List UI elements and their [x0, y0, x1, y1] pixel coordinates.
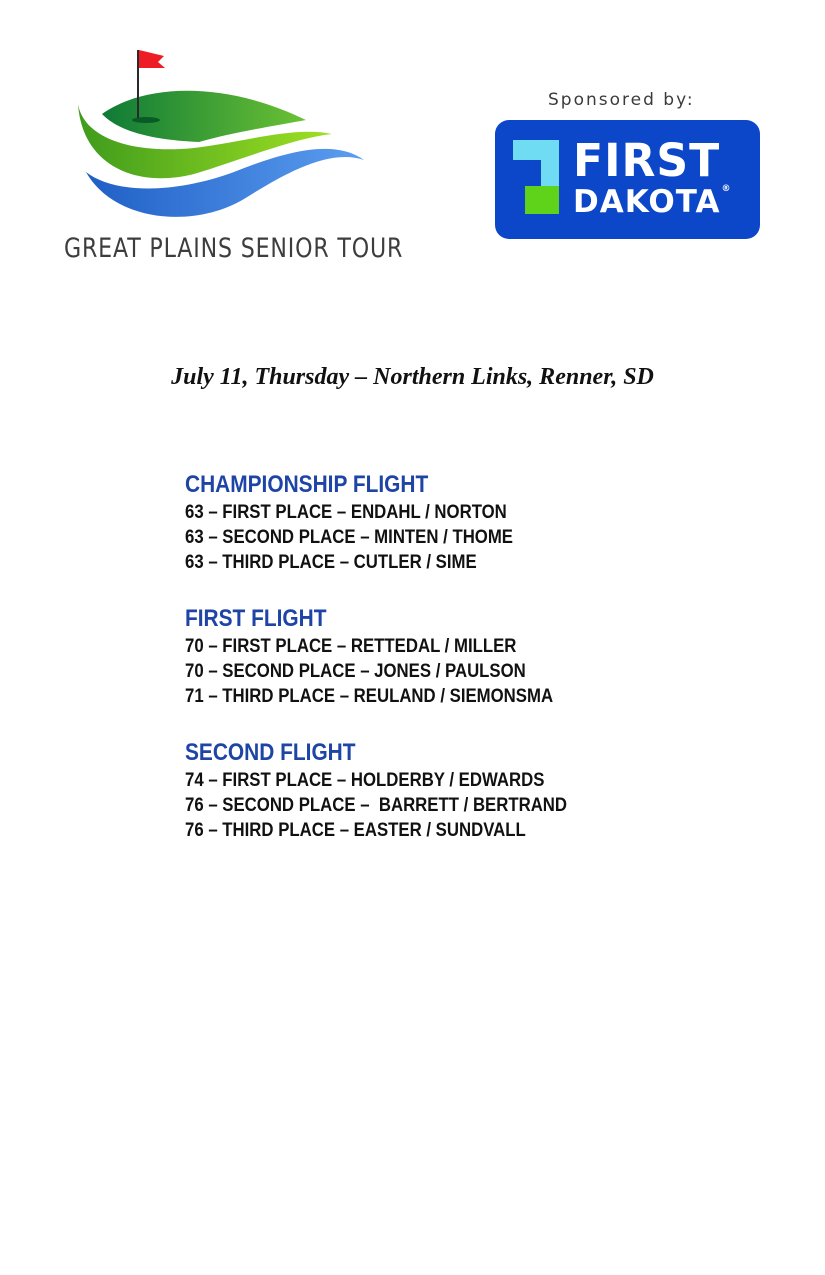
result-line: 63 – THIRD PLACE – CUTLER / SIME — [185, 551, 477, 573]
sponsor-name-line2-text: DAKOTA — [573, 184, 721, 220]
flight-first — [185, 604, 629, 709]
result-line: 76 – SECOND PLACE – BARRETT / BERTRAND — [185, 794, 568, 816]
flight-second — [185, 738, 629, 843]
results-section — [185, 470, 629, 872]
result-line: 63 – FIRST PLACE – ENDAHL / NORTON — [185, 501, 507, 523]
golf-green-flag-logo-icon — [74, 44, 374, 229]
result-line: 70 – SECOND PLACE – JONES / PAULSON — [185, 660, 526, 682]
flight-championship — [185, 470, 629, 575]
tour-logo — [60, 44, 404, 276]
result-line: 70 – FIRST PLACE – RETTEDAL / MILLER — [185, 635, 517, 657]
flight-title: FIRST FLIGHT — [185, 605, 327, 632]
flight-title: CHAMPIONSHIP FLIGHT — [185, 471, 429, 498]
tour-name: GREAT PLAINS SENIOR TOUR — [64, 233, 404, 264]
flight-title: SECOND FLIGHT — [185, 739, 356, 766]
sponsor-label: Sponsored by: — [548, 90, 695, 110]
trademark-symbol: ® — [721, 184, 731, 194]
sponsor-name-line2 — [573, 184, 730, 220]
sponsor-logo — [495, 120, 760, 239]
result-line: 74 – FIRST PLACE – HOLDERBY / EDWARDS — [185, 769, 545, 791]
result-line: 76 – THIRD PLACE – EASTER / SUNDVALL — [185, 819, 526, 841]
result-line: 63 – SECOND PLACE – MINTEN / THOME — [185, 526, 514, 548]
result-line: 71 – THIRD PLACE – REULAND / SIEMONSMA — [185, 685, 554, 707]
sponsor-name-line1: FIRST — [573, 134, 721, 187]
event-title: July 11, Thursday – Northern Links, Renner, SD — [171, 364, 654, 390]
